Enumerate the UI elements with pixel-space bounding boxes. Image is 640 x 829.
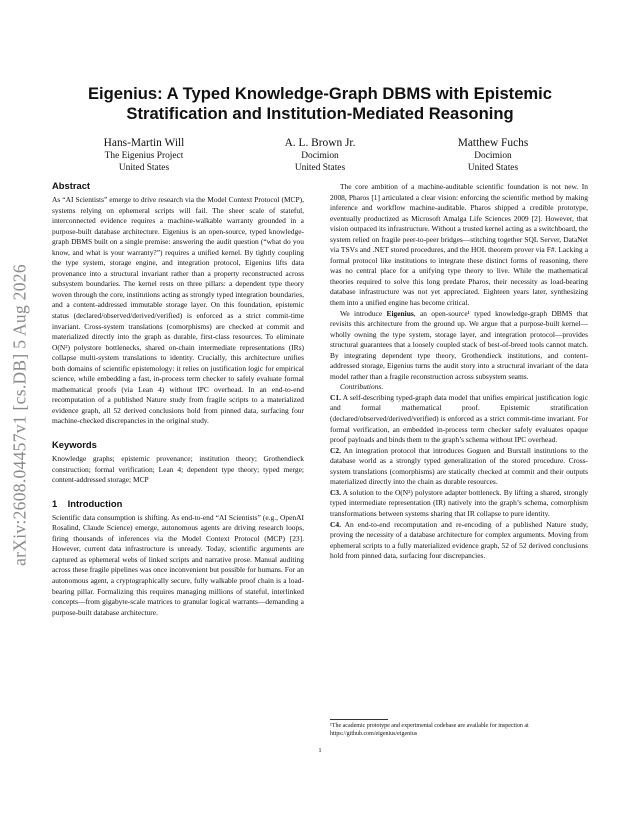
left-column <box>52 180 304 618</box>
contribution-item <box>330 520 588 562</box>
author-block-3 <box>413 136 573 174</box>
contribution-item <box>330 488 588 520</box>
intro-paragraph-2: The core ambition of a machine-auditable scientific foundation is not new. In 2008, Pharos [1] articulated a clear vision: enforcing the scientific method by making inference and workflow machine-auditable. Pharos shipped a credible prototype, eventually productized as Microsoft Amalga Life Sciences 2009 [2]. However, that vision outpaced its infrastructure. Without a trusted kernel acting as a switchboard, the system relied on fragile peer-to-peer bridges—stitching together SQL Server, DataNet via TSVs and .NET stored procedures, and the HOL theorem prover via F#. Lacking a formal protocol like institutions to integrate these distinct forms of reasoning, there was no central place for a unifying type theory to live. While the mathematical theories required to solve this long predate Pharos, their necessity as load-bearing database infrastructure was not yet appreciated. Eighteen years later, synthesizing them into a unified engine has become critical. <box>330 182 588 308</box>
section-number: 1 <box>52 497 58 509</box>
author-name: Hans-Martin Will <box>103 137 185 149</box>
author-affiliation: The Eigenius Project <box>104 151 184 161</box>
author-block-1 <box>64 136 224 174</box>
author-block-2 <box>240 136 400 174</box>
author-country: United States <box>294 163 346 173</box>
arxiv-identifier[interactable]: arXiv:2608.04457v1 [cs.DB] 5 Aug 2026 <box>9 264 30 566</box>
right-column <box>330 182 588 562</box>
keywords-heading: Keywords <box>52 439 97 451</box>
contribution-item <box>330 446 588 488</box>
contribution-label: C4. <box>330 519 341 529</box>
contribution-text: An end-to-end recomputation and re-encoding of a published Nature study, proving the necessity of a database architecture for complex arguments. Moving from ephemeral scripts to a fully materialized evidence graph, 52 of 52 derived conclusions hold from pinned data, surfacing four discrepancies. <box>330 519 588 561</box>
intro-paragraph-3 <box>330 309 588 383</box>
contribution-label: C2. <box>330 445 341 455</box>
page-number: 1 <box>318 747 322 754</box>
contribution-item <box>330 393 588 446</box>
author-affiliation: Docimion <box>301 151 339 161</box>
p3-lead: We introduce <box>340 308 387 318</box>
author-affiliation: Docimion <box>474 151 512 161</box>
p3-body: , an open-source¹ typed knowledge-graph DBMS that revisits this architecture from the ground up. We argue that a purpose-built kernel—wholly owning the type system, storage layer, and integration protocol—provides structural guarantees that a loosely coupled stack of best-of-breed tools cannot match. By integrating dependent type theory, Grothendieck institutions, and content-addressed storage, Eigenius turns the audit story into a structural invariant of the data model rather than a fragile reconstruction across subsystem seams. <box>330 308 589 381</box>
footnote-rule <box>330 719 388 720</box>
contribution-label: C1. <box>330 392 341 402</box>
contributions-heading: Contributions. <box>340 382 384 392</box>
intro-paragraph-1: Scientific data consumption is shifting. As end-to-end “AI Scientists” (e.g., OpenAI Rosalind, Claude Science) emerge, autonomous agents are driving research loops, firing thousands of inferences via the Model Context Protocol (MCP) [23]. However, current data infrastructure is unready. Today, scientific arguments are captured as ephemeral webs of linked scripts and narrative prose. Manual auditing across these fragile pipelines was once inconvenient but possible for humans. For an autonomous agent, a cryptographically secure, fully walkable proof chain is a load-bearing pillar. Formalizing this requires managing millions of stateful, interlinked concepts—from gigabyte-scale matrices to granular logical warrants—demanding a purpose-built database architecture. <box>52 512 304 617</box>
contribution-text: A solution to the O(N²) polystore adapter bottleneck. By lifting a shared, strongly typed intermediate representation (IR) natively into the graph’s schema, comorphism transformations between systems sharing that IR collapse to pure identity. <box>330 487 589 518</box>
contribution-text: An integration protocol that introduces Goguen and Burstall institutions to the database world as a strongly typed generalization of the stored procedure. Cross-system translations (comorphisms) are statically checked at commit and their outputs materialized directly into the chain as durable resources. <box>330 445 589 487</box>
system-name: Eigenius <box>386 308 414 318</box>
keywords-text: Knowledge graphs; epistemic provenance; institution theory; Grothendieck construction; formal verification; Lean 4; dependent type theory; typed merge; content-addressed storage; MCP <box>52 454 304 485</box>
footnote[interactable]: ¹The academic prototype and experimental codebase are available for inspection at https://github.com/eigenius/eigenius <box>330 723 529 737</box>
abstract-heading: Abstract <box>52 180 91 191</box>
author-country: United States <box>118 163 170 173</box>
paper-title: Eigenius: A Typed Knowledge-Graph DBMS with Epistemic Stratification and Institution-Mediated Reasoning <box>87 84 553 123</box>
author-name: Matthew Fuchs <box>457 137 529 149</box>
author-name: A. L. Brown Jr. <box>284 137 356 149</box>
introduction-heading <box>52 498 304 510</box>
arxiv-sidebar <box>2 175 38 655</box>
contribution-label: C3. <box>330 487 341 497</box>
section-title: Introduction <box>67 497 123 509</box>
abstract-text: As “AI Scientists” emerge to drive research via the Model Context Protocol (MCP), systems relying on ephemeral scripts will fail. The sheer scale of stateful, interconnected evidence requires a machine-walkable warranty grounded in a purpose-built database architecture. Eigenius is an open-source, typed knowledge-graph DBMS built on a single premise: answering the audit question (“what do you know, and what is your warranty?”) requires a unified kernel. By tightly coupling the type system, storage engine, and integration protocol, Eigenius lifts data provenance into a structural invariant rather than a property reconstructed across subsystem boundaries. The kernel rests on three pillars: a dependent type theory woven through the core, institutions acting as strongly typed integration boundaries, and a content-addressed immutable storage layer. On this foundation, epistemic status (declared/observed/derived/verified) is enforced as a strict commit-time invariant. Cross-system translations (comorphisms) are checked at commit and materialized directly into the graph as durable, first-class resources. To eliminate O(N²) polystore bottlenecks, shared on-chain intermediate representations (IRs) collapse multi-system translations to identity. Crucially, this architecture unifies both domains of scientific epistemology: it relies on justification logic for empirical science, while embedding a fast, in-process term checker to safely evaluate formal mathematical proofs (via Lean 4) without IPC overhead. In an end-to-end recomputation of a published Nature study from fragile scripts to a materialized evidence graph, all 52 derived conclusions hold from pinned data, surfacing four machine-checked discrepancies in the original study. <box>52 195 304 426</box>
author-country: United States <box>467 163 519 173</box>
contribution-text: A self-describing typed-graph data model that unifies empirical justification logic and formal mathematical proof. Epistemic stratification (declared/observed/derived/verified) is enforced as a strict commit-time invariant. For formal verification, an embedded in-process term checker safely evaluates opaque proof payloads and binds them to the graph’s schema without IPC overhead. <box>330 392 588 445</box>
